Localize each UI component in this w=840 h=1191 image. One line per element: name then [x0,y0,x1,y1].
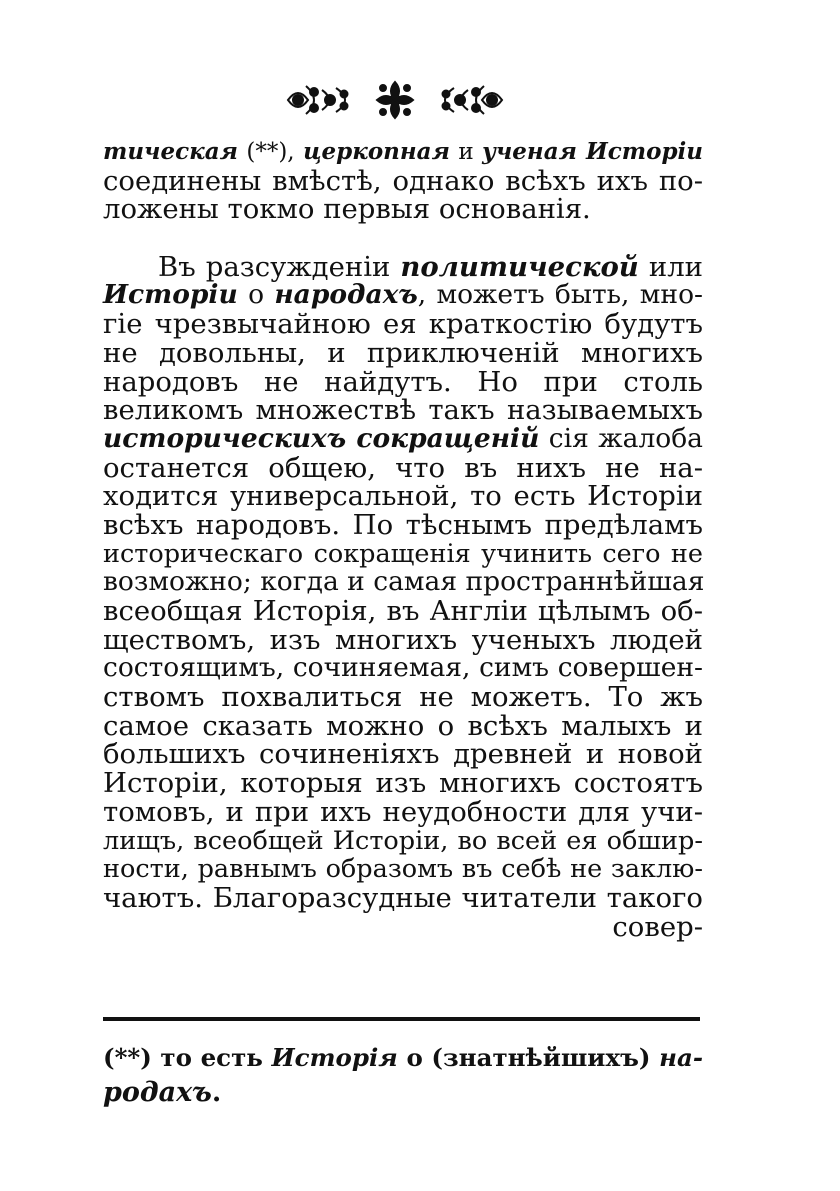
text-line: соединены вмѣстѣ, однако всѣхъ ихъ по- [103,164,703,197]
text-run: о [237,279,275,311]
text-line: возможно; когда и самая пространнѣйшая [103,566,705,598]
text-line: томовъ, и при ихъ неудобности для учи- [103,795,703,828]
footnote-line [103,1040,703,1075]
main-text [103,138,703,941]
text-line: большихъ сочиненіяхъ древней и новой [103,738,703,771]
text-line: останется общею, что въ нихъ не на- [103,451,703,484]
text-run: и [449,139,483,165]
text-line: великомъ множествѣ такъ называемыхъ [103,394,703,427]
italic-text: церкопная [303,138,450,165]
text-line: всѣхъ народовъ. По тѣснымъ предѣламъ [103,508,703,541]
footnote-line [103,1075,703,1110]
italic-text: ученая Исторіи [482,138,703,165]
italic-text: народахъ [274,279,418,311]
catchword: совер- [612,910,703,943]
italic-text: политической [400,250,639,283]
text-run: о (знатнѣйшихъ) [397,1043,660,1072]
italic-text: родахъ [103,1077,212,1108]
italic-text: тическая [103,138,238,165]
text-line: ществомъ, изъ многихъ ученыхъ людей [103,623,703,656]
text-line: историческаго сокращенія учинить сего не [103,538,703,569]
text-line: лищъ, всеобщей Исторіи, во всей ея обшир- [103,825,703,856]
floral-ornament-icon [280,74,510,126]
footnote [103,1040,703,1110]
text-run: Въ разсужденіи [158,250,401,283]
text-line: самое сказать можно о всѣхъ малыхъ и [103,709,703,742]
text-line [103,250,703,283]
text-line: ствомъ похвалиться не можетъ. То жъ [103,681,703,714]
text-line: ложены токмо первыя основанія. [103,193,591,226]
footnote-rule [103,1017,700,1021]
text-line: Исторіи, которыя изъ многихъ состоятъ [103,767,703,800]
italic-text: Исторіи [103,279,238,311]
italic-text: историческихъ сокращеній [103,422,540,454]
text-line: состоящимъ, сочиняемая, симъ совершен- [103,652,703,684]
text-line: не довольны, и приключеній многихъ [103,336,703,369]
italic-text: на- [659,1043,703,1072]
text-line: всеобщая Исторія, въ Англіи цѣлымъ об- [103,595,703,627]
text-line [103,138,703,167]
text-line [103,281,703,310]
italic-text: Исторія [271,1043,398,1072]
text-line [103,422,703,454]
text-line: чаютъ. Благоразсудные читатели такого [103,881,703,914]
text-run: (**) то есть [103,1043,272,1072]
text-line: ходится универсальной, то есть Исторіи [103,480,703,513]
text-run: , можетъ быть, мно- [417,279,703,311]
text-run: сія жалоба [539,422,703,454]
text-run: или [638,250,703,283]
text-line: ности, равнымъ образомъ въ себѣ не заклю- [103,854,703,885]
text-run: . [211,1077,222,1108]
paragraph-gap [103,224,703,253]
text-line: народовъ не найдутъ. Но при столь [103,365,703,398]
text-line: гіе чрезвычайною ея краткостію будутъ [103,308,703,341]
text-run: (**), [237,139,304,165]
